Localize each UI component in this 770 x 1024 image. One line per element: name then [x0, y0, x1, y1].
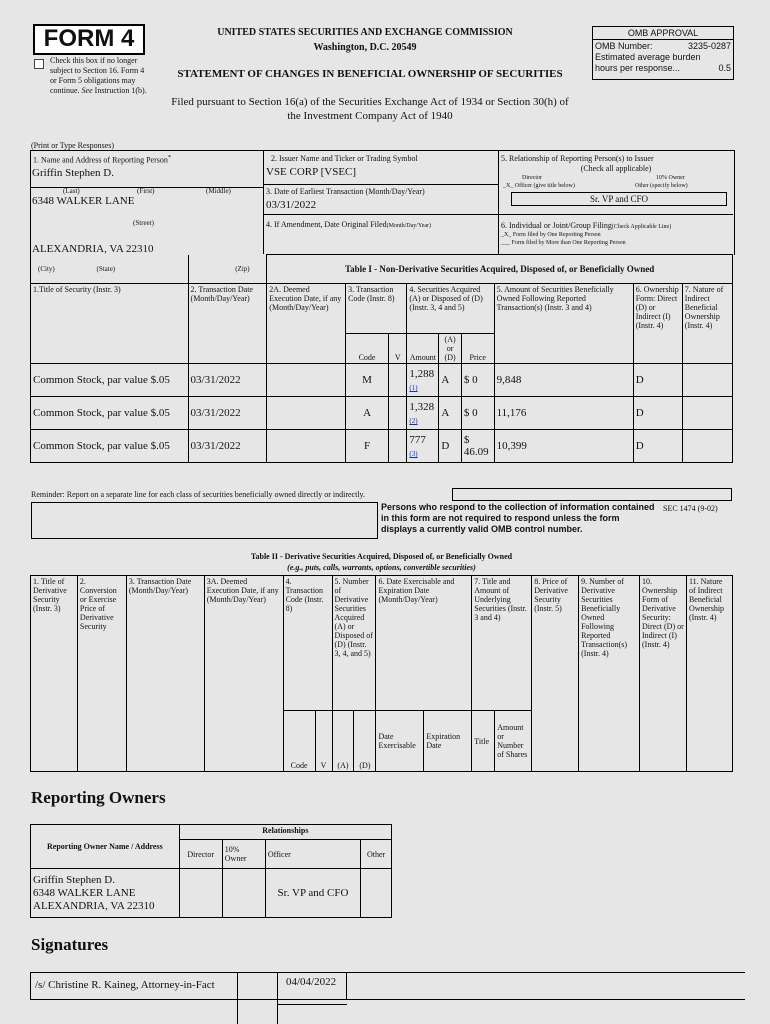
omb-burden-label: Estimated average burden	[595, 52, 701, 62]
owner-other	[361, 869, 392, 918]
t2-header-title: 1. Title of Derivative Security (Instr. 3)	[31, 576, 78, 772]
omb-approval-box	[592, 26, 734, 80]
t1-row-nature	[682, 397, 732, 430]
footnote-link[interactable]: (2)	[409, 417, 418, 425]
t2-sub-a: (A)	[332, 711, 354, 772]
owner-name: Griffin Stephen D.	[33, 873, 115, 886]
t1-row-nature	[682, 430, 732, 463]
t2-sub-d: (D)	[354, 711, 376, 772]
reminder-blank-box	[452, 488, 732, 501]
t1-row-date: 03/31/2022	[188, 397, 267, 430]
box3-label: 3. Date of Earliest Transaction (Month/Day/Year)	[266, 187, 425, 196]
t1-row-v	[389, 364, 407, 397]
t2-sub-title: Title	[472, 711, 495, 772]
t1-row-amount: 1,288 (1)	[407, 364, 439, 397]
state-label: (State)	[96, 264, 116, 273]
no-longer-subject-checkbox[interactable]	[34, 59, 44, 69]
signature-line-2	[30, 999, 745, 1000]
signature-date: 04/04/2022	[286, 976, 337, 988]
t1-row-owned: 11,176	[494, 397, 633, 430]
reporting-city-state: ALEXANDRIA, VA 22310	[32, 243, 154, 255]
t1-row-deemed	[267, 397, 346, 430]
t1-row-form: D	[633, 364, 682, 397]
middle-label: (Middle)	[206, 187, 231, 195]
notice-blank-box	[31, 502, 378, 539]
street-label: (Street)	[133, 219, 154, 227]
table-ii-subtitle: (e.g., puts, calls, warrants, options, convertible securities)	[287, 563, 476, 572]
rel-officer-option: _X_ Officer (give title below)	[503, 183, 575, 189]
table-row	[31, 397, 733, 430]
omb-hours-label: hours per response...	[595, 63, 681, 73]
rel-other-label: Other (specify below)	[635, 183, 688, 189]
t2-header-deemed: 3A. Deemed Execution Date, if any (Month/Day/Year)	[204, 576, 283, 772]
t1-row-title: Common Stock, par value $.05	[31, 397, 189, 430]
signature-line-1	[30, 972, 745, 973]
box6-option-one: _X_ Form filed by One Reporting Person	[501, 232, 601, 238]
owners-col-director: Director	[179, 840, 222, 869]
t2-sub-amount: Amount or Number of Shares	[495, 711, 532, 772]
officer-title-box: Sr. VP and CFO	[511, 192, 727, 206]
t1-row-form: D	[633, 397, 682, 430]
t1-row-date: 03/31/2022	[188, 430, 267, 463]
t2-header-number: 5. Number of Derivative Securities Acquired (A) or Disposed of (D) (Instr. 3, 4, and 5)	[332, 576, 376, 711]
t2-header-code: 4. Transaction Code (Instr. 8)	[283, 576, 332, 711]
last-label: (Last)	[63, 187, 80, 195]
t2-header-price: 8. Price of Derivative Security (Instr. 5)	[532, 576, 579, 772]
t2-header-nature: 11. Nature of Indirect Beneficial Ownership (Instr. 4)	[686, 576, 732, 772]
omb-number-label: OMB Number:	[595, 41, 653, 51]
owners-col-relationships: Relationships	[179, 825, 391, 840]
t1-row-aord: A	[439, 364, 462, 397]
reporting-owners-table	[30, 824, 392, 918]
reporting-owners-heading: Reporting Owners	[31, 788, 166, 807]
t2-sub-v: V	[315, 711, 332, 772]
t2-header-conversion: 2. Conversion or Exercise Price of Derivative Security	[77, 576, 126, 772]
footnote-link[interactable]: (1)	[409, 384, 418, 392]
box5-sub: (Check all applicable)	[580, 164, 652, 173]
owner-address2: ALEXANDRIA, VA 22310	[33, 899, 155, 912]
statement-title: STATEMENT OF CHANGES IN BENEFICIAL OWNERSHIP OF SECURITIES	[177, 68, 563, 80]
table-ii-title: Table II - Derivative Securities Acquired, Disposed of, or Beneficially Owned	[250, 552, 513, 561]
owner-director	[179, 869, 222, 918]
owner-address1: 6348 WALKER LANE	[33, 886, 136, 899]
issuer-name-ticker: VSE CORP [VSEC]	[266, 166, 357, 178]
rel-director-label: Director	[522, 175, 542, 181]
sec-form-code: SEC 1474 (9-02)	[663, 504, 718, 513]
t1-header-securities: 4. Securities Acquired (A) or Disposed of (D) (Instr. 3, 4 and 5)	[407, 284, 494, 334]
t1-sub-amount: Amount	[407, 334, 439, 364]
t2-header-owned: 9. Number of Derivative Securities Beneficially Owned Following Reported Transaction(s) (Instr. 4)	[579, 576, 640, 772]
box6-option-more: ___ Form filed by More than One Reporting Person	[501, 240, 626, 246]
persons-notice: Persons who respond to the collection of information contained in this form are not required to respond unless the form displays a currently valid OMB control number.	[381, 502, 655, 534]
box6-label: 6. Individual or Joint/Group Filing(Check Applicable Line)	[501, 221, 672, 230]
t2-header-date: 3. Transaction Date (Month/Day/Year)	[126, 576, 204, 772]
t2-sub-expiration: Expiration Date	[424, 711, 472, 772]
reporting-street: 6348 WALKER LANE	[32, 195, 135, 207]
table-row	[31, 869, 392, 918]
t2-sub-code: Code	[283, 711, 315, 772]
reporting-person-name: Griffin Stephen D.	[32, 167, 114, 179]
t1-row-price: $ 0	[461, 397, 494, 430]
t1-row-aord: A	[439, 397, 462, 430]
t1-row-form: D	[633, 430, 682, 463]
owner-name-address	[31, 869, 180, 918]
form-title: FORM 4	[43, 25, 135, 52]
t2-header-underlying: 7. Title and Amount of Underlying Securities (Instr. 3 and 4)	[472, 576, 532, 711]
t1-row-nature	[682, 364, 732, 397]
t1-row-v	[389, 430, 407, 463]
t1-row-title: Common Stock, par value $.05	[31, 430, 189, 463]
t1-row-price: $ 0	[461, 364, 494, 397]
t1-header-deemed: 2A. Deemed Execution Date, if any (Month/Day/Year)	[267, 284, 346, 364]
t1-row-owned: 9,848	[494, 364, 633, 397]
t1-header-ownership-form: 6. Ownership Form: Direct (D) or Indirect (I) (Instr. 4)	[633, 284, 682, 364]
omb-number: 3235-0287	[687, 41, 731, 51]
signer-name: /s/ Christine R. Kaineg, Attorney-in-Fact	[35, 979, 215, 991]
filed-pursuant-line2: the Investment Company Act of 1940	[287, 110, 453, 122]
rel-10pct-label: 10% Owner	[656, 175, 685, 181]
earliest-transaction-date: 03/31/2022	[266, 199, 317, 211]
t1-row-v	[389, 397, 407, 430]
city-label: (City)	[38, 264, 55, 273]
footnote-link[interactable]: (3)	[409, 450, 418, 458]
t1-row-code: F	[346, 430, 389, 463]
t1-row-amount: 1,328 (2)	[407, 397, 439, 430]
agency-city: Washington, D.C. 20549	[313, 42, 417, 53]
reminder-text: Reminder: Report on a separate line for each class of securities beneficially owned directly or indirectly.	[31, 490, 366, 499]
t1-sub-price: Price	[461, 334, 494, 364]
filed-pursuant-line1: Filed pursuant to Section 16(a) of the Securities Exchange Act of 1934 or Section 30(h) of	[171, 96, 569, 108]
box5-label: 5. Relationship of Reporting Person(s) to Issuer	[501, 154, 654, 163]
box1-label: 1. Name and Address of Reporting Person*	[33, 154, 172, 165]
table-i-non-derivative	[30, 254, 733, 463]
table-row	[31, 364, 733, 397]
t1-header-title: 1.Title of Security (Instr. 3)	[31, 284, 189, 364]
t1-row-amount: 777 (3)	[407, 430, 439, 463]
signatures-heading: Signatures	[31, 935, 109, 954]
t1-row-aord: D	[439, 430, 462, 463]
t1-row-price: $ 46.09	[461, 430, 494, 463]
t1-row-owned: 10,399	[494, 430, 633, 463]
owners-col-10pct: 10% Owner	[222, 840, 265, 869]
t1-header-amount-owned: 5. Amount of Securities Beneficially Owned Following Reported Transaction(s) (Instr. 3 and 4)	[494, 284, 633, 364]
table-ii-derivative	[30, 575, 733, 772]
omb-hours: 0.5	[718, 63, 731, 73]
t1-row-date: 03/31/2022	[188, 364, 267, 397]
owners-col-name: Reporting Owner Name / Address	[31, 825, 180, 869]
owners-col-officer: Officer	[265, 840, 360, 869]
t2-header-ownership: 10. Ownership Form of Derivative Security: Direct (D) or Indirect (I) (Instr. 4)	[640, 576, 687, 772]
table-i-title: Table I - Non-Derivative Securities Acquired, Disposed of, or Beneficially Owned	[267, 255, 733, 284]
t1-row-deemed	[267, 430, 346, 463]
t1-sub-code: Code	[346, 334, 389, 364]
box2-label: 2. Issuer Name and Ticker or Trading Symbol	[271, 154, 418, 163]
t1-header-nature: 7. Nature of Indirect Beneficial Ownership (Instr. 4)	[682, 284, 732, 364]
t1-row-code: A	[346, 397, 389, 430]
t2-sub-date-exercisable: Date Exercisable	[376, 711, 424, 772]
t1-sub-v: V	[389, 334, 407, 364]
t1-header-code: 3. Transaction Code (Instr. 8)	[346, 284, 407, 334]
t1-header-date: 2. Transaction Date (Month/Day/Year)	[188, 284, 267, 364]
t1-sub-aord: (A) or (D)	[439, 334, 462, 364]
owner-10pct	[222, 869, 265, 918]
zip-label: (Zip)	[235, 264, 250, 273]
t1-row-code: M	[346, 364, 389, 397]
owners-col-other: Other	[361, 840, 392, 869]
first-label: (First)	[137, 187, 155, 195]
t2-header-exercisable: 6. Date Exercisable and Expiration Date (Month/Day/Year)	[376, 576, 472, 711]
owner-officer: Sr. VP and CFO	[265, 869, 360, 918]
agency-title: UNITED STATES SECURITIES AND EXCHANGE COMMISSION	[217, 27, 513, 38]
t1-row-deemed	[267, 364, 346, 397]
print-type-note: (Print or Type Responses)	[31, 141, 115, 150]
checkbox-text: Check this box if no longer subject to Section 16. Form 4 or Form 5 obligations may continue. See Instruction 1(b).	[50, 56, 147, 95]
table-row	[31, 430, 733, 463]
t1-row-title: Common Stock, par value $.05	[31, 364, 189, 397]
box4-label: 4. If Amendment, Date Original Filed(Month/Day/Year)	[266, 220, 432, 229]
omb-title: OMB APPROVAL	[593, 27, 733, 40]
